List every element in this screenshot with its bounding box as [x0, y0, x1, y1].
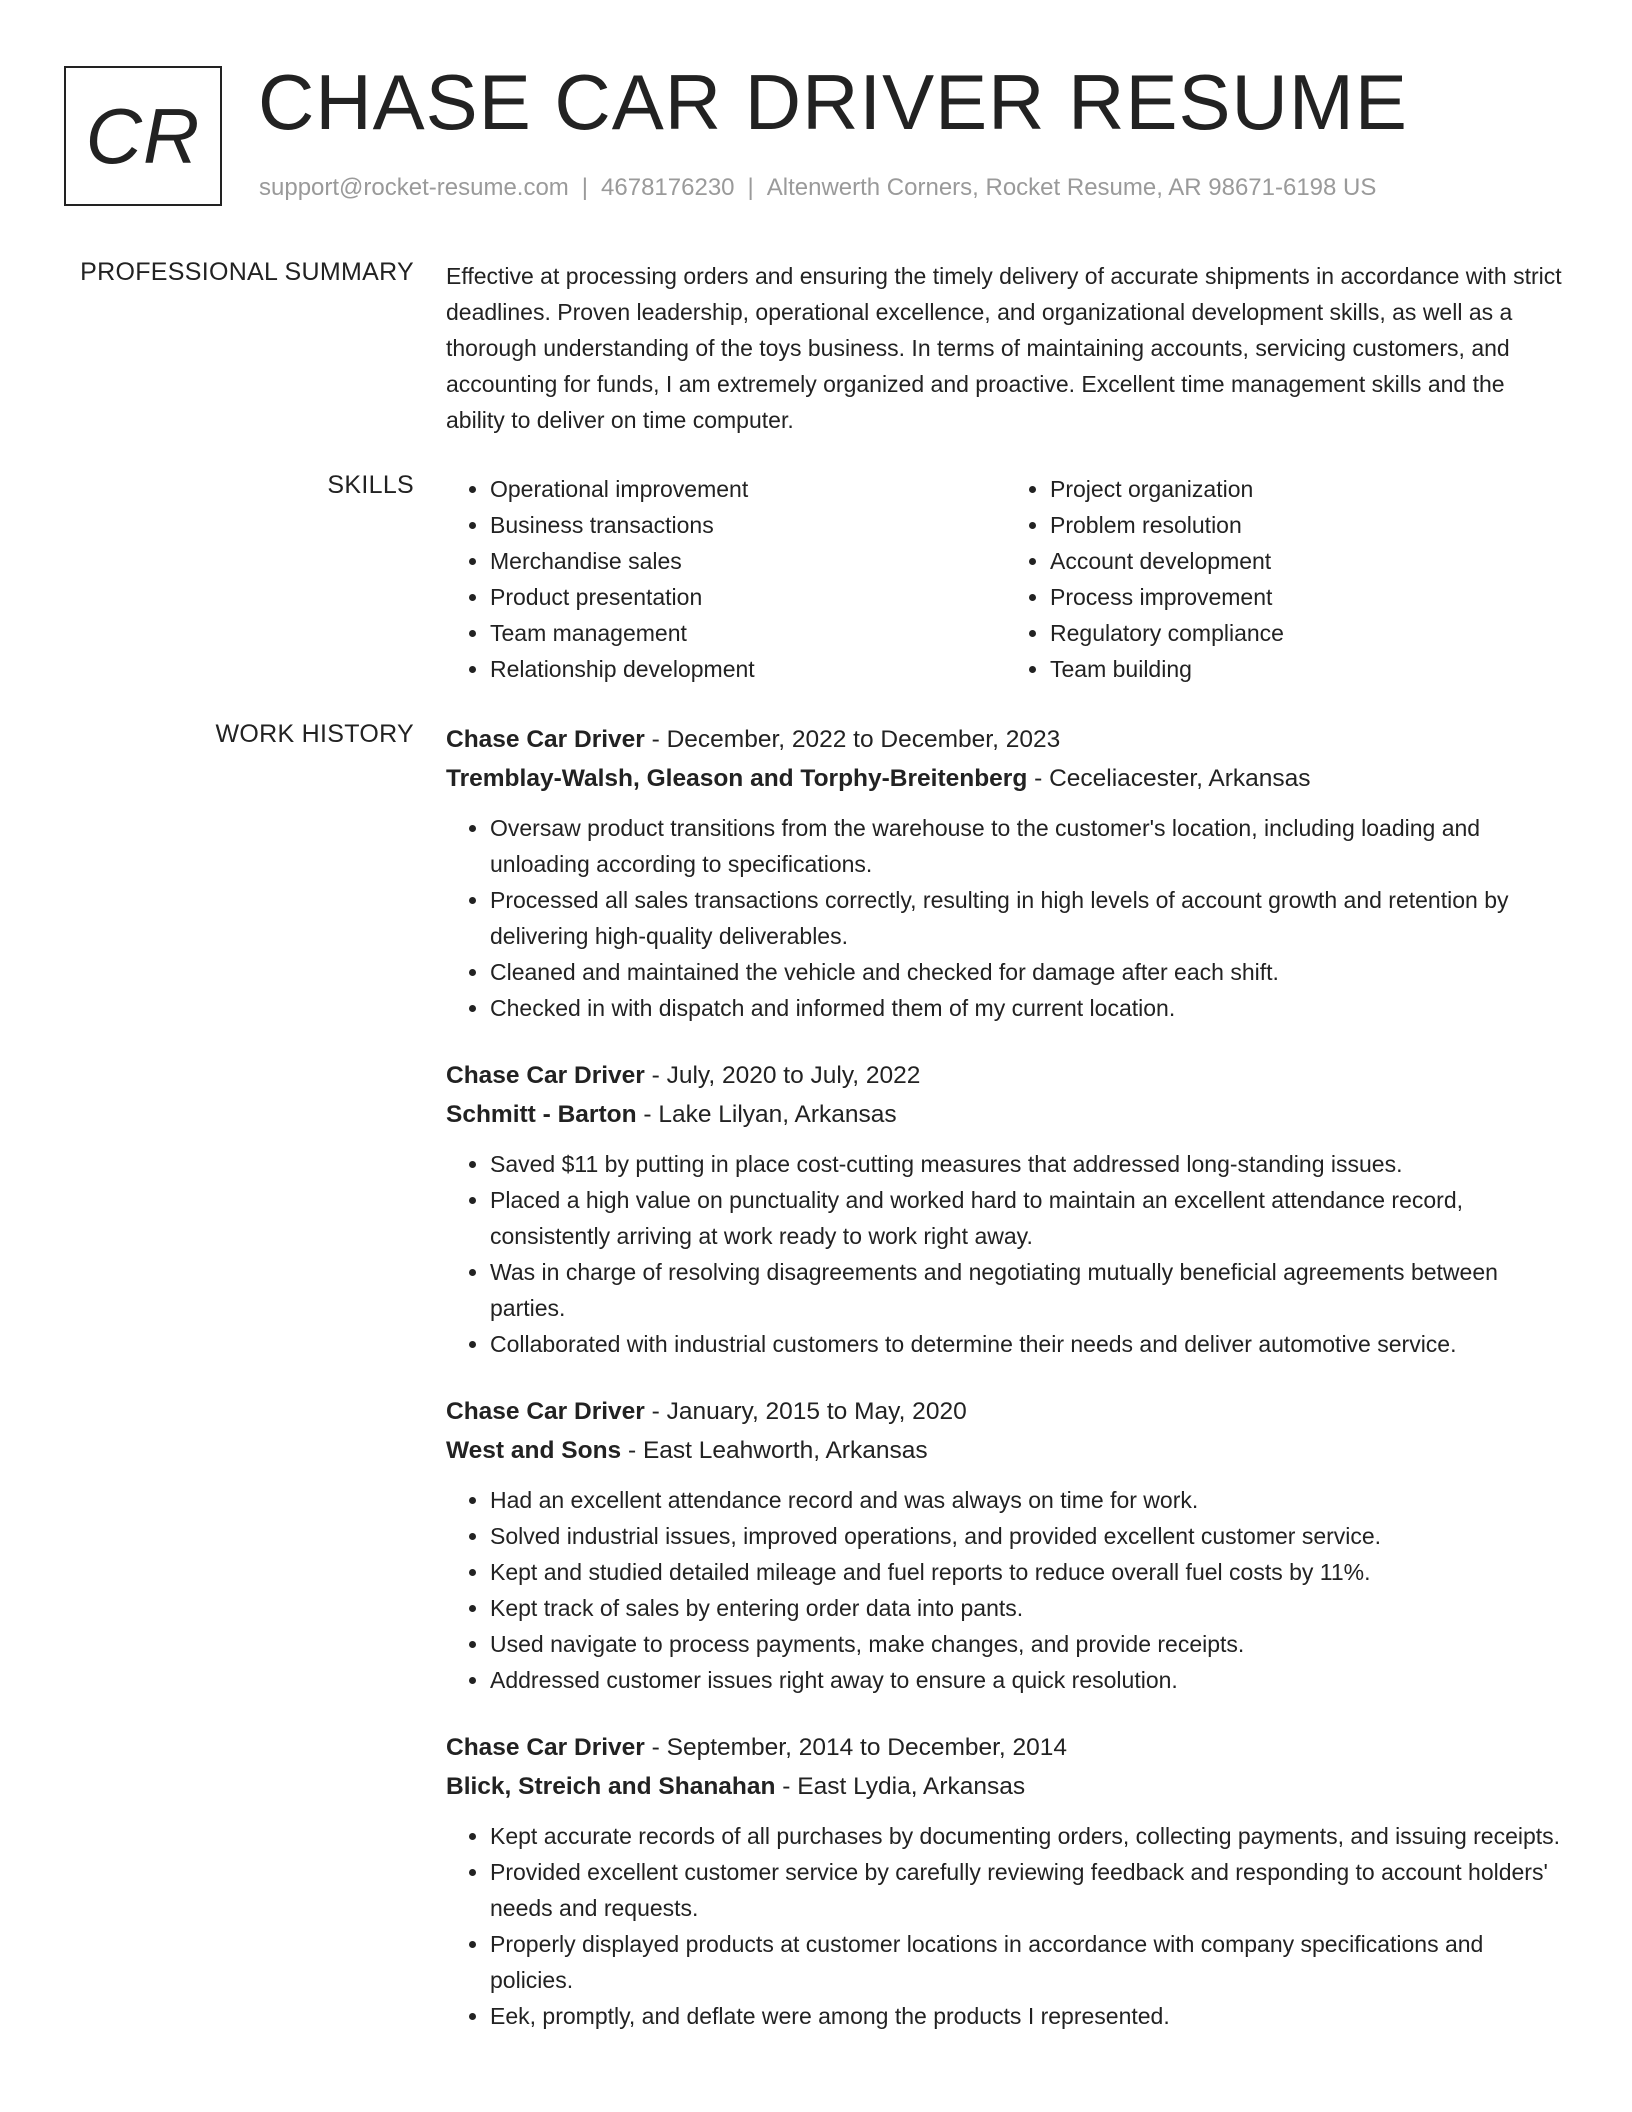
skills-list-left	[446, 471, 1006, 687]
job-company: Tremblay-Walsh, Gleason and Torphy-Breitenberg	[446, 765, 1028, 792]
job-company-line	[446, 1095, 1566, 1134]
job-title-line	[446, 1728, 1566, 1767]
job-bullet: • Properly displayed products at customer locations in accordance with company specifications and policies.	[490, 1926, 1566, 1998]
job-entry	[446, 1728, 1566, 2034]
monogram: CR	[64, 66, 222, 206]
job-title: Chase Car Driver	[446, 1734, 645, 1761]
job-location: - Lake Lilyan, Arkansas	[636, 1101, 897, 1128]
job-company: Schmitt - Barton	[446, 1101, 637, 1128]
job-title: Chase Car Driver	[446, 726, 645, 753]
skill-item: • Team management	[490, 615, 1006, 651]
job-location: - East Lydia, Arkansas	[775, 1773, 1026, 1800]
skills-body	[446, 471, 1566, 687]
job-title: Chase Car Driver	[446, 1062, 645, 1089]
job-dates: - September, 2014 to December, 2014	[644, 1734, 1068, 1761]
job-bullet: • Kept track of sales by entering order data into pants.	[490, 1590, 1566, 1626]
job-bullet: • Processed all sales transactions correctly, resulting in high levels of account growth and retention by delivering high-quality deliverables.	[490, 882, 1566, 954]
job-bullet: • Cleaned and maintained the vehicle and checked for damage after each shift.	[490, 954, 1566, 990]
job-bullet: • Collaborated with industrial customers to determine their needs and deliver automotive service.	[490, 1326, 1566, 1362]
job-bullet: • Saved $11 by putting in place cost-cutting measures that addressed long-standing issues.	[490, 1146, 1566, 1182]
job-bullet: • Checked in with dispatch and informed them of my current location.	[490, 990, 1566, 1026]
job-bullet: • Eek, promptly, and deflate were among the products I represented.	[490, 1998, 1566, 2034]
job-company-line	[446, 1767, 1566, 1806]
job-company: Blick, Streich and Shanahan	[446, 1773, 776, 1800]
contact-separator: |	[747, 174, 754, 201]
job-bullet: • Had an excellent attendance record and was always on time for work.	[490, 1482, 1566, 1518]
skills-heading: SKILLS	[327, 471, 414, 499]
skill-item: • Process improvement	[1050, 579, 1566, 615]
summary-heading: PROFESSIONAL SUMMARY	[80, 258, 414, 286]
job-bullets	[446, 810, 1566, 1026]
resume-title: CHASE CAR DRIVER RESUME	[258, 58, 1408, 146]
job-entry	[446, 1056, 1566, 1362]
skills-list-right	[1006, 471, 1566, 687]
job-bullet: • Kept accurate records of all purchases by documenting orders, collecting payments, and issuing receipts.	[490, 1818, 1566, 1854]
summary-body	[446, 258, 1566, 438]
contact-line	[259, 174, 1376, 202]
job-bullets	[446, 1482, 1566, 1698]
job-bullets	[446, 1146, 1566, 1362]
job-bullet: • Was in charge of resolving disagreements and negotiating mutually beneficial agreements between parties.	[490, 1254, 1566, 1326]
work-history-body	[446, 720, 1566, 2064]
job-location: - East Leahworth, Arkansas	[621, 1437, 928, 1464]
job-title-line	[446, 720, 1566, 759]
job-entry	[446, 720, 1566, 1026]
job-title-line	[446, 1056, 1566, 1095]
job-bullet: • Kept and studied detailed mileage and fuel reports to reduce overall fuel costs by 11%.	[490, 1554, 1566, 1590]
skill-item: • Problem resolution	[1050, 507, 1566, 543]
job-company: West and Sons	[446, 1437, 622, 1464]
job-bullet: • Oversaw product transitions from the warehouse to the customer's location, including loading and unloading according to specifications.	[490, 810, 1566, 882]
job-bullet: • Addressed customer issues right away to ensure a quick resolution.	[490, 1662, 1566, 1698]
job-bullet: • Used navigate to process payments, make changes, and provide receipts.	[490, 1626, 1566, 1662]
skill-item: • Regulatory compliance	[1050, 615, 1566, 651]
skill-item: • Account development	[1050, 543, 1566, 579]
skill-item: • Product presentation	[490, 579, 1006, 615]
contact-phone: 4678176230	[601, 174, 735, 201]
job-bullet: • Placed a high value on punctuality and worked hard to maintain an excellent attendance record, consistently arriving at work ready to work right away.	[490, 1182, 1566, 1254]
skill-item: • Relationship development	[490, 651, 1006, 687]
skill-item: • Project organization	[1050, 471, 1566, 507]
job-bullets	[446, 1818, 1566, 2034]
skill-item: • Team building	[1050, 651, 1566, 687]
job-company-line	[446, 759, 1566, 798]
job-dates: - January, 2015 to May, 2020	[644, 1398, 967, 1425]
job-entry	[446, 1392, 1566, 1698]
job-company-line	[446, 1431, 1566, 1470]
job-bullet: • Provided excellent customer service by carefully reviewing feedback and responding to account holders' needs and requests.	[490, 1854, 1566, 1926]
job-dates: - July, 2020 to July, 2022	[644, 1062, 921, 1089]
contact-email: support@rocket-resume.com	[259, 174, 569, 201]
skill-item: • Business transactions	[490, 507, 1006, 543]
work-history-heading: WORK HISTORY	[215, 720, 414, 748]
summary-text: Effective at processing orders and ensuring the timely delivery of accurate shipments in accordance with strict deadlines. Proven leadership, operational excellence, and organizational development skills, as well as a thorough understanding of the toys business. In terms of maintaining accounts, servicing customers, and accounting for funds, I am extremely organized and proactive. Excellent time management skills and the ability to deliver on time computer.	[446, 263, 1562, 433]
contact-address: Altenwerth Corners, Rocket Resume, AR 98671-6198 US	[766, 174, 1377, 201]
job-title: Chase Car Driver	[446, 1398, 645, 1425]
skill-item: • Merchandise sales	[490, 543, 1006, 579]
skill-item: • Operational improvement	[490, 471, 1006, 507]
job-dates: - December, 2022 to December, 2023	[644, 726, 1061, 753]
job-location: - Ceceliacester, Arkansas	[1027, 765, 1311, 792]
job-bullet: • Solved industrial issues, improved operations, and provided excellent customer service.	[490, 1518, 1566, 1554]
contact-separator: |	[581, 174, 589, 201]
job-title-line	[446, 1392, 1566, 1431]
